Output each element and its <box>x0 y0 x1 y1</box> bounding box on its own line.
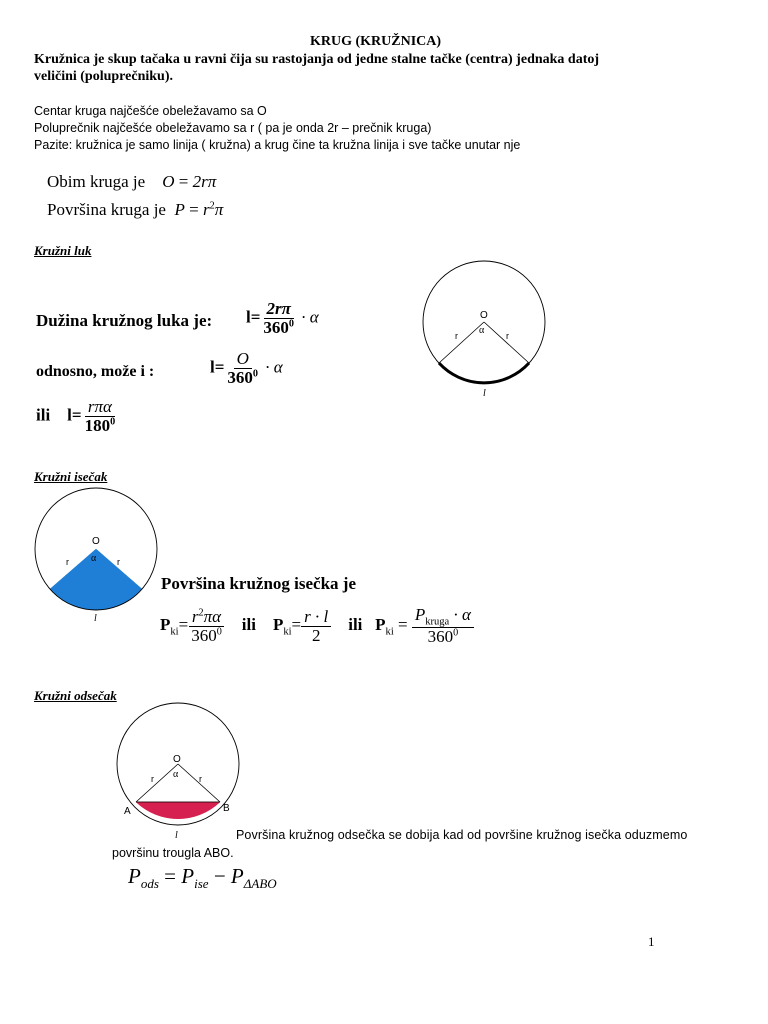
arc-alt-label: odnosno, može i : <box>36 363 155 380</box>
note-radius: Poluprečnik najčešće obeležavamo sa r ( pa je onda 2r – prečnik kruga) <box>34 121 432 135</box>
arc-f2-den: 360 <box>227 367 253 387</box>
sector-p3-sub: ki <box>385 626 394 638</box>
segment-l-label: l <box>175 830 178 841</box>
sector-f1-den: 360 <box>191 625 217 645</box>
sector-f1-exp: 2 <box>198 607 204 619</box>
area-lhs: P <box>174 200 185 219</box>
sector-radius-right-label: r <box>117 557 120 567</box>
sector-f1-r: r <box>191 606 199 626</box>
sector-or-1: ili <box>241 615 256 635</box>
arc-f1-num: 2rπ <box>264 300 294 319</box>
segment-radius-left <box>136 764 178 802</box>
sector-formulas <box>160 606 474 646</box>
perimeter-lhs: O <box>162 172 175 191</box>
sector-f3-den: 360 <box>427 627 454 647</box>
arc-f1-tail: · α <box>301 307 319 327</box>
arc-diagram <box>420 258 550 403</box>
arc-f2-den-exp: 0 <box>252 368 259 380</box>
sector-f3-sub: kruga <box>425 616 450 628</box>
definition-line-1: Kružnica je skup tačaka u ravni čija su rastojanja od jedne stalne tačke (centra) jednaka datoj <box>34 52 600 67</box>
arc-or-label: ili <box>36 405 51 425</box>
area-label: Površina kruga je <box>47 200 166 219</box>
area-formula <box>47 200 223 220</box>
arc-highlight <box>439 363 529 383</box>
arc-radius-left-label: r <box>455 331 458 341</box>
segment-eq: = <box>164 864 177 888</box>
sector-f3-den-exp: 0 <box>453 627 459 639</box>
segment-t2-sub: ΔABO <box>243 876 277 892</box>
sector-eq-2: = <box>291 615 302 635</box>
segment-heading: Kružni odsečak <box>34 688 117 703</box>
note-center: Centar kruga najčešće obeležavamo sa O <box>34 104 267 118</box>
arc-radius-left <box>439 322 484 363</box>
arc-formula-1 <box>246 300 319 337</box>
arc-f2-num: O <box>234 350 252 369</box>
segment-angle-label: α <box>173 769 179 780</box>
segment-fill <box>136 802 220 819</box>
note-warning: Pazite: kružnica je samo linija ( kružna) a krug čine ta kružna linija i sve tačke unutar nje <box>34 138 521 152</box>
arc-radius-right <box>484 322 529 363</box>
perimeter-rhs: 2rπ <box>192 172 217 191</box>
arc-f3-den-exp: 0 <box>110 416 116 428</box>
arc-heading: Kružni luk <box>34 243 92 258</box>
arc-center-label: O <box>480 310 488 321</box>
segment-radius-left-label: r <box>151 774 154 784</box>
segment-formula <box>128 864 277 892</box>
arc-f2-tail: · α <box>265 357 283 377</box>
segment-t2: P <box>230 864 244 888</box>
sector-area-label: Površina kružnog isečka je <box>161 574 357 593</box>
definition-line-2: veličini (poluprečniku). <box>34 69 173 84</box>
segment-lhs-sub: ods <box>140 876 159 892</box>
sector-angle-label: α <box>91 553 97 564</box>
arc-f1-den: 360 <box>263 317 289 337</box>
sector-p2: P <box>272 615 284 635</box>
segment-point-a: A <box>124 806 131 817</box>
sector-f3-p: P <box>414 605 426 624</box>
sector-p2-sub: ki <box>283 626 292 638</box>
perimeter-formula <box>47 172 216 192</box>
arc-l-label: l <box>483 388 486 399</box>
perimeter-eq: = <box>178 172 189 191</box>
sector-diagram <box>32 485 162 627</box>
segment-minus: − <box>213 864 226 888</box>
arc-formula-2 <box>210 350 283 387</box>
segment-center-label: O <box>173 754 181 765</box>
sector-f3-rest: · α <box>449 605 471 624</box>
area-rhs-r: r <box>202 200 210 219</box>
perimeter-label: Obim kruga je <box>47 172 146 191</box>
sector-p1: P <box>160 615 171 635</box>
segment-t1-sub: ise <box>194 876 209 892</box>
arc-f1-den-exp: 0 <box>288 318 295 330</box>
area-eq: = <box>189 200 199 219</box>
sector-f2-den: 2 <box>311 625 321 645</box>
arc-f3-num: rπα <box>85 398 115 417</box>
sector-or-2: ili <box>348 615 363 635</box>
sector-f1-den-exp: 0 <box>216 625 222 637</box>
arc-radius-right-label: r <box>506 331 509 341</box>
page-title: KRUG (KRUŽNICA) <box>310 34 442 49</box>
sector-p3: P <box>375 615 386 635</box>
arc-formula-3 <box>36 398 118 435</box>
arc-length-label: Dužina kružnog luka je: <box>36 311 213 330</box>
arc-f3-lhs: l= <box>67 405 82 425</box>
sector-l-label: l <box>94 613 97 624</box>
sector-radius-left-label: r <box>66 557 69 567</box>
arc-angle-label: α <box>479 325 485 336</box>
area-rhs-pi: π <box>214 200 224 219</box>
arc-f1-lhs: l= <box>246 307 261 327</box>
arc-f2-lhs: l= <box>210 357 225 377</box>
segment-lhs: P <box>128 864 141 888</box>
sector-eq-3: = <box>398 615 408 635</box>
segment-text-line-2: površinu trougla ABO. <box>112 846 234 860</box>
segment-point-b: B <box>223 803 230 814</box>
sector-heading: Kružni isečak <box>34 469 108 484</box>
sector-f1-rest: πα <box>203 606 222 626</box>
segment-t1: P <box>181 864 195 888</box>
sector-p1-sub: ki <box>170 626 179 638</box>
sector-f2-num: r · l <box>301 608 331 627</box>
sector-eq-1: = <box>178 615 189 635</box>
sector-center-label: O <box>92 536 100 547</box>
segment-diagram <box>110 700 250 842</box>
arc-f3-den: 180 <box>84 415 111 435</box>
area-rhs-exp: 2 <box>209 200 215 212</box>
segment-text-line-1: Površina kružnog odsečka se dobija kad od površine kružnog isečka oduzmemo <box>236 828 688 842</box>
segment-radius-right-label: r <box>199 774 202 784</box>
page-number: 1 <box>648 934 655 949</box>
